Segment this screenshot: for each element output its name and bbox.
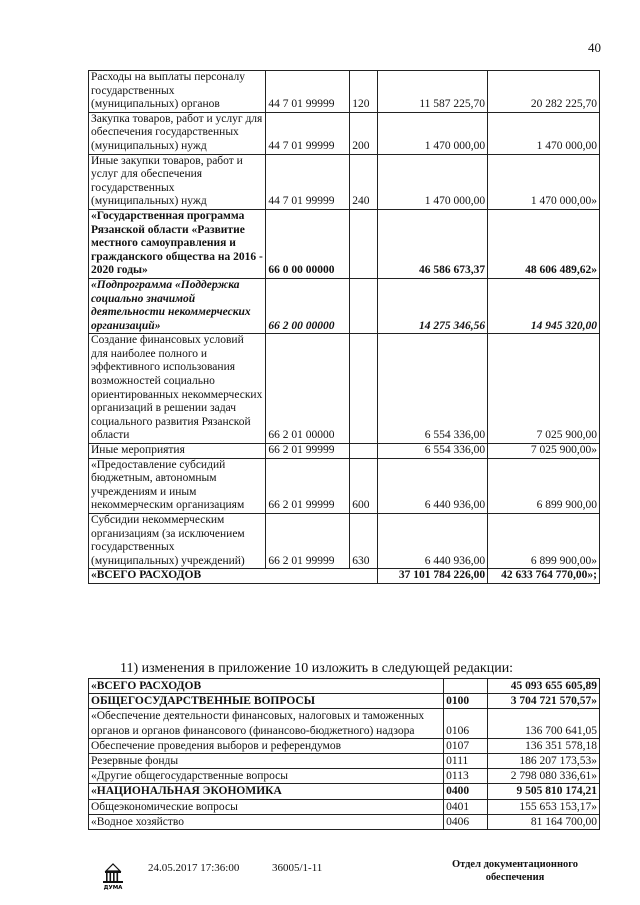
row-name: «Государственная программа Рязанской области «Развитие местного самоуправления и гражданского общества на 2016 - 2020 годы»	[89, 209, 266, 278]
row-value-2017: 11 587 225,70	[378, 71, 488, 113]
row-name: Создание финансовых условий для наиболее полного и эффективного использования возможностей социально ориентированных некоммерческих организаций в решении задач социального развития Рязанской области	[89, 334, 266, 444]
row-value-2018: 6 899 900,00»	[488, 514, 600, 569]
row-value-2017: 46 586 673,37	[378, 209, 488, 278]
section-value: 45 093 655 605,89	[488, 679, 600, 694]
footer-doc-number: 36005/1-11	[272, 862, 323, 874]
row-code: 66 2 01 00000	[266, 334, 350, 444]
row-expense-type: 200	[350, 112, 378, 154]
section-name: «НАЦИОНАЛЬНАЯ ЭКОНОМИКА	[89, 784, 444, 799]
footer-datetime: 24.05.2017 17:36:00	[148, 862, 240, 874]
section-value: 155 653 153,17»	[488, 799, 600, 814]
budget-table-programs	[88, 70, 600, 584]
row-value-2018: 20 282 225,70	[488, 71, 600, 113]
row-value-2017: 14 275 346,56	[378, 278, 488, 333]
section-name: ОБЩЕГОСУДАРСТВЕННЫЕ ВОПРОСЫ	[89, 694, 444, 709]
section-code: 0401	[444, 799, 488, 814]
row-value-2017: 6 440 936,00	[378, 514, 488, 569]
row-value-2018: 7 025 900,00»	[488, 444, 600, 459]
section-code	[444, 679, 488, 694]
section-code: 0111	[444, 754, 488, 769]
row-code: 66 2 00 00000	[266, 278, 350, 333]
table-row	[89, 71, 600, 113]
logo-text: ДУМА	[103, 885, 123, 891]
duma-emblem-icon	[96, 857, 130, 891]
section-code: 0400	[444, 784, 488, 799]
table-row	[89, 799, 600, 814]
row-name: Закупка товаров, работ и услуг для обеспечения государственных (муниципальных) нужд	[89, 112, 266, 154]
row-value-2017: 1 470 000,00	[378, 112, 488, 154]
section-name: Резервные фонды	[89, 754, 444, 769]
row-name: «Предоставление субсидий бюджетным, автономным учреждениям и иным некоммерческим организациям	[89, 458, 266, 513]
row-code: 66 2 01 99999	[266, 458, 350, 513]
row-code: 66 2 01 99999	[266, 444, 350, 459]
section-name: «ВСЕГО РАСХОДОВ	[89, 679, 444, 694]
row-value-2018: 14 945 320,00	[488, 278, 600, 333]
total-row	[89, 569, 600, 584]
row-code: 44 7 01 99999	[266, 112, 350, 154]
row-value-2018: 1 470 000,00»	[488, 154, 600, 209]
row-name: Субсидии некоммерческим организациям (за исключением государственных (муниципальных) учреждений)	[89, 514, 266, 569]
row-value-2017: 1 470 000,00	[378, 154, 488, 209]
row-expense-type	[350, 278, 378, 333]
table-row	[89, 209, 600, 278]
section-name: «Водное хозяйство	[89, 814, 444, 829]
section-value: 9 505 810 174,21	[488, 784, 600, 799]
section-code: 0100	[444, 694, 488, 709]
row-expense-type: 600	[350, 458, 378, 513]
section-value: 186 207 173,53»	[488, 754, 600, 769]
section-name: «Обеспечение деятельности финансовых, налоговых и таможенных органов и органов финансового (финансово-бюджетного) надзора	[89, 709, 444, 738]
section-name: Обеспечение проведения выборов и референдумов	[89, 738, 444, 753]
row-name: Иные закупки товаров, работ и услуг для обеспечения государственных (муниципальных) нужд	[89, 154, 266, 209]
table-row	[89, 514, 600, 569]
section-value: 2 798 080 336,61»	[488, 769, 600, 784]
table-row	[89, 754, 600, 769]
table-row	[89, 679, 600, 694]
row-value-2018: 48 606 489,62»	[488, 209, 600, 278]
row-expense-type: 120	[350, 71, 378, 113]
table-row	[89, 709, 600, 738]
table-row	[89, 458, 600, 513]
row-expense-type: 630	[350, 514, 378, 569]
section-name: «Другие общегосударственные вопросы	[89, 769, 444, 784]
row-name: «Подпрограмма «Поддержка социально значимой деятельности некоммерческих организаций»	[89, 278, 266, 333]
table-row	[89, 112, 600, 154]
table-row	[89, 814, 600, 829]
section-value: 81 164 700,00	[488, 814, 600, 829]
row-value-2018: 6 899 900,00	[488, 458, 600, 513]
row-code: 66 0 00 00000	[266, 209, 350, 278]
section-value: 136 351 578,18	[488, 738, 600, 753]
row-expense-type	[350, 444, 378, 459]
section-value: 3 704 721 570,57»	[488, 694, 600, 709]
section-code: 0107	[444, 738, 488, 753]
row-value-2017: 6 440 936,00	[378, 458, 488, 513]
row-name: Иные мероприятия	[89, 444, 266, 459]
footer-department: Отдел документационного обеспечения	[451, 859, 579, 883]
table-row	[89, 784, 600, 799]
table-row	[89, 334, 600, 444]
row-value-2017: 6 554 336,00	[378, 334, 488, 444]
page-number: 40	[588, 40, 601, 55]
row-name: Расходы на выплаты персоналу государственных (муниципальных) органов	[89, 71, 266, 113]
table-row	[89, 154, 600, 209]
total-value-2: 42 633 764 770,00»;	[488, 569, 600, 584]
row-value-2017: 6 554 336,00	[378, 444, 488, 459]
row-value-2018: 7 025 900,00	[488, 334, 600, 444]
row-expense-type: 240	[350, 154, 378, 209]
table-row	[89, 694, 600, 709]
total-label: «ВСЕГО РАСХОДОВ	[89, 569, 378, 584]
total-value-1: 37 101 784 226,00	[378, 569, 488, 584]
row-code: 66 2 01 99999	[266, 514, 350, 569]
budget-table-sections	[88, 678, 600, 830]
amendment-intro-text: 11) изменения в приложение 10 изложить в следующей редакции:	[120, 661, 514, 676]
row-expense-type	[350, 209, 378, 278]
table-row	[89, 444, 600, 459]
section-code: 0106	[444, 709, 488, 738]
row-code: 44 7 01 99999	[266, 154, 350, 209]
table-row	[89, 738, 600, 753]
section-name: Общеэкономические вопросы	[89, 799, 444, 814]
table-row	[89, 769, 600, 784]
table-row	[89, 278, 600, 333]
section-code: 0113	[444, 769, 488, 784]
row-expense-type	[350, 334, 378, 444]
row-value-2018: 1 470 000,00	[488, 112, 600, 154]
section-value: 136 700 641,05	[488, 709, 600, 738]
section-code: 0406	[444, 814, 488, 829]
row-code: 44 7 01 99999	[266, 71, 350, 113]
